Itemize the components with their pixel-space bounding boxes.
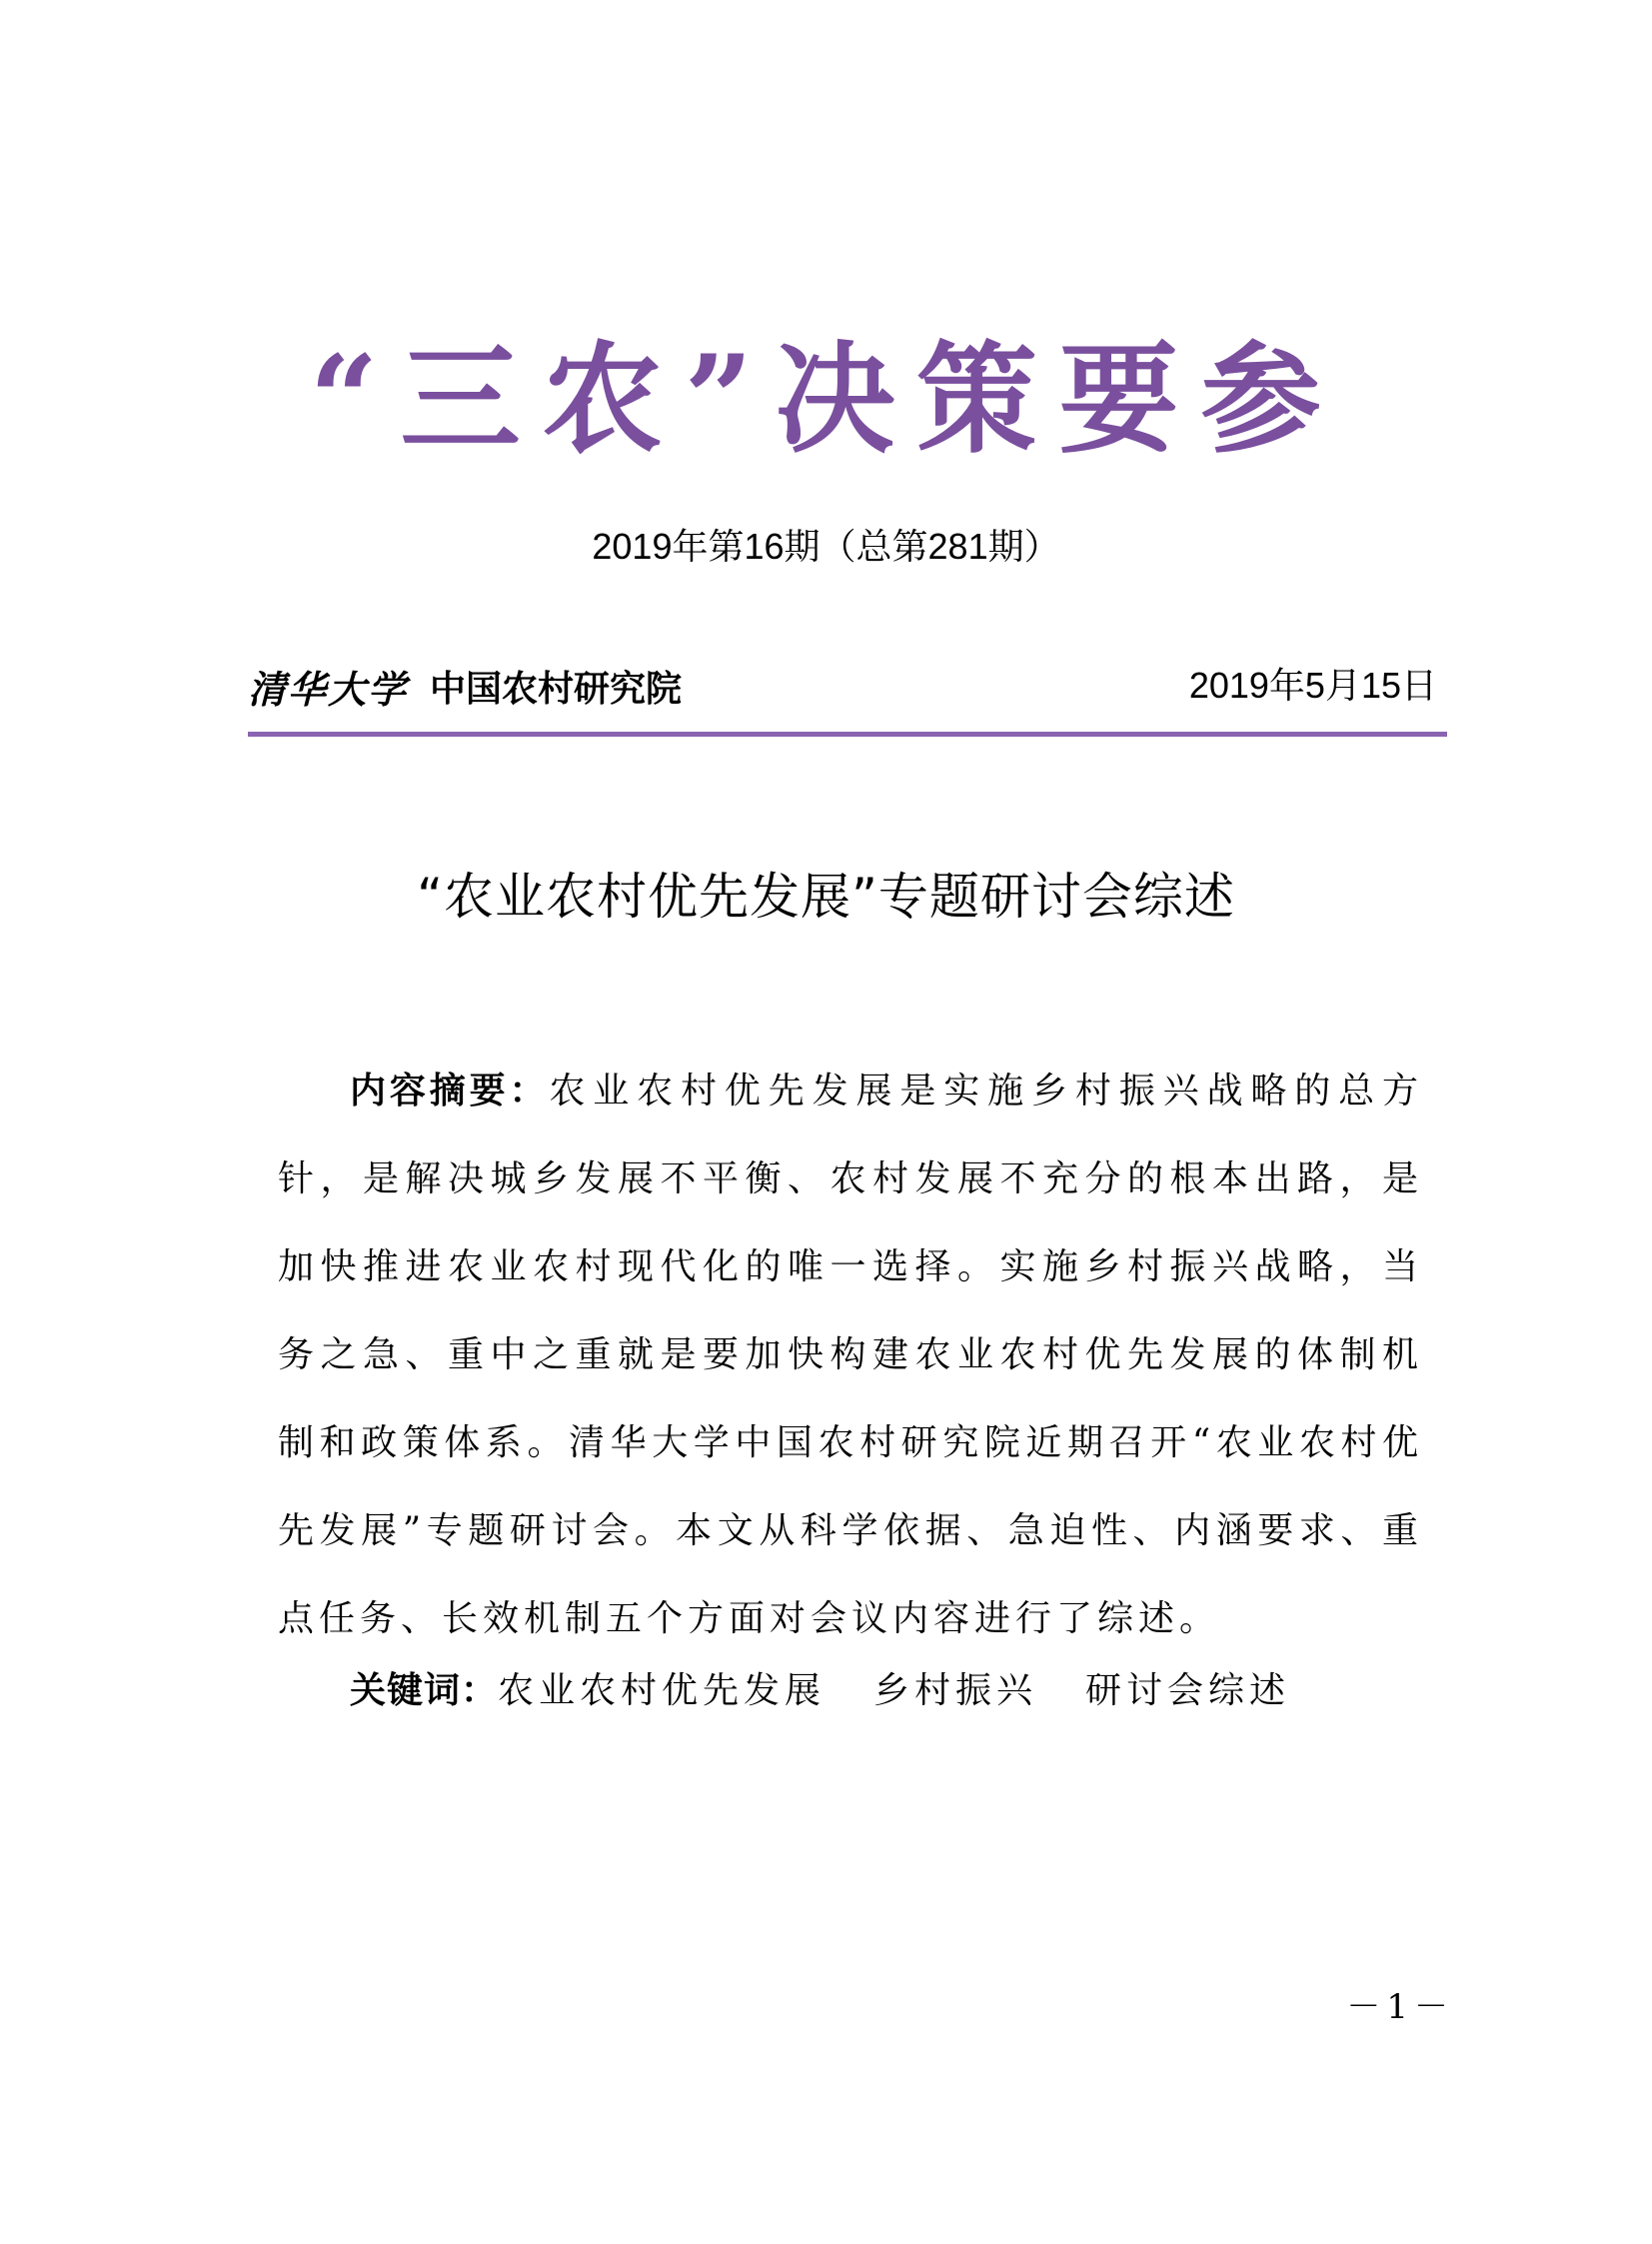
keywords-label: 关键词： bbox=[350, 1670, 499, 1711]
keyword: 农业农村优先发展 bbox=[498, 1670, 826, 1711]
abstract-label: 内容摘要： bbox=[350, 1071, 550, 1112]
institute-name: 中国农村研究院 bbox=[430, 667, 683, 710]
keyword: 乡村振兴 bbox=[873, 1670, 1038, 1711]
article-title: “农业农村优先发展”专题研讨会综述 bbox=[417, 868, 1235, 926]
org-header bbox=[248, 658, 682, 714]
masthead-title: “三农”决策要参 bbox=[309, 329, 1343, 470]
issue-number: 2019年第16期（总第281期） bbox=[592, 526, 1060, 567]
keyword: 研讨会综述 bbox=[1085, 1670, 1291, 1711]
publication-date: 2019年5月15日 bbox=[1188, 665, 1437, 706]
abstract-text: 农业农村优先发展是实施乡村振兴战略的总方针，是解决城乡发展不平衡、农村发展不充分的根本出路，是加快推进农业农村现代化的唯一选择。实施乡村振兴战略，当务之急、重中之重就是要加快构建农业农村优先发展的体制机制和政策体系。清华大学中国农村研究院近期召开“农业农村优先发展”专题研讨会。本文从科学依据、急迫性、内涵要求、重点任务、长效机制五个方面对会议内容进行了综述。 bbox=[278, 1071, 1423, 1639]
page-number: －1－ bbox=[1346, 1987, 1454, 2027]
abstract-paragraph bbox=[278, 1048, 1423, 1663]
university-logo: 清华大学 bbox=[248, 666, 409, 712]
keywords-line bbox=[350, 1647, 1290, 1735]
header-divider bbox=[248, 732, 1447, 737]
